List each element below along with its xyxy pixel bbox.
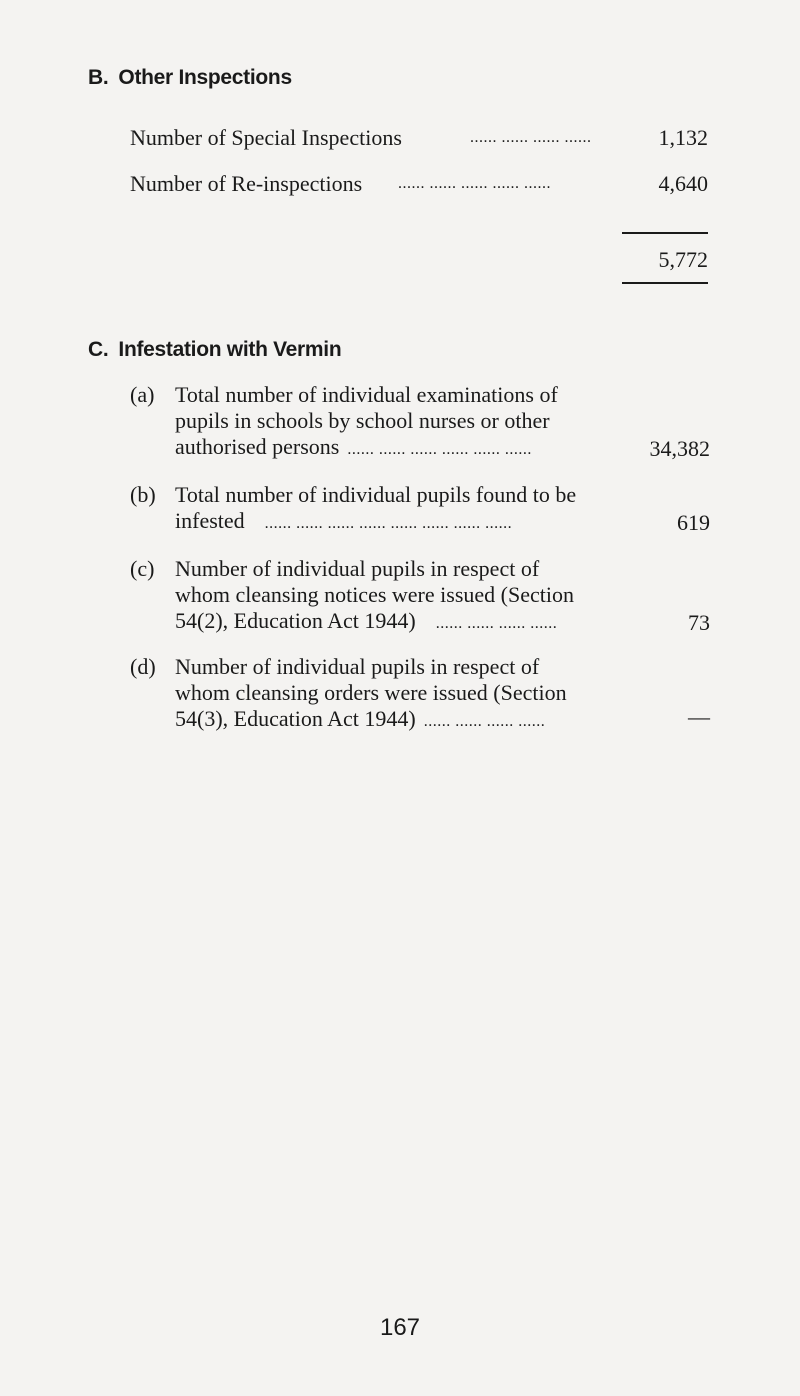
list-item xyxy=(130,654,710,734)
section-b-heading xyxy=(88,66,292,90)
total-rule-top xyxy=(622,232,708,234)
item-value: — xyxy=(688,704,710,729)
row-label: Number of Re-inspections xyxy=(130,171,363,196)
row-value: 4,640 xyxy=(658,171,708,196)
item-marker: (a) xyxy=(130,382,155,407)
item-line: Total number of individual examinations of xyxy=(175,382,558,407)
item-line: Total number of individual pupils found to be xyxy=(175,482,577,507)
list-item xyxy=(130,556,710,636)
item-line: whom cleansing notices were issued (Section xyxy=(175,582,574,607)
item-line: 54(3), Education Act 1944) xyxy=(175,706,416,731)
row-value: 1,132 xyxy=(658,125,708,150)
item-marker: (b) xyxy=(130,482,156,507)
page-number: 167 xyxy=(379,1314,421,1341)
section-letter: B. xyxy=(88,66,109,89)
item-value: 34,382 xyxy=(649,436,710,461)
list-item xyxy=(130,482,710,536)
section-c-heading xyxy=(88,338,341,362)
section-title: Other Inspections xyxy=(118,66,292,89)
leader-dots: ...... ...... ...... ...... xyxy=(470,129,592,146)
item-line: infested xyxy=(175,508,245,533)
item-marker: (c) xyxy=(130,556,155,581)
item-value: 619 xyxy=(677,510,710,535)
item-line: pupils in schools by school nurses or other xyxy=(175,408,550,433)
list-item xyxy=(130,382,710,462)
item-line: Number of individual pupils in respect of xyxy=(175,654,540,679)
item-text xyxy=(175,556,635,637)
leader-dots: ...... ...... ...... ...... ...... xyxy=(398,175,551,192)
leader-dots: ...... ...... ...... ...... xyxy=(423,713,546,730)
total-value: 5,772 xyxy=(658,247,708,272)
section-title: Infestation with Vermin xyxy=(118,338,342,361)
leader-dots: ...... ...... ...... ...... ...... ...... ...... ...... xyxy=(264,515,513,532)
item-line: Number of individual pupils in respect of xyxy=(175,556,540,581)
item-text xyxy=(175,654,635,735)
section-letter: C. xyxy=(88,338,109,361)
total-rule-bottom xyxy=(622,282,708,284)
leader-dots: ...... ...... ...... ...... ...... ...... xyxy=(347,441,532,458)
item-line: authorised persons xyxy=(175,434,340,459)
row-label: Number of Special Inspections xyxy=(130,125,402,150)
item-line: 54(2), Education Act 1944) xyxy=(175,608,416,633)
item-marker: (d) xyxy=(130,654,156,679)
item-text xyxy=(175,482,635,537)
leader-dots: ...... ...... ...... ...... xyxy=(435,615,558,632)
item-line: whom cleansing orders were issued (Section xyxy=(175,680,567,705)
item-text xyxy=(175,382,635,463)
item-value: 73 xyxy=(688,610,710,635)
